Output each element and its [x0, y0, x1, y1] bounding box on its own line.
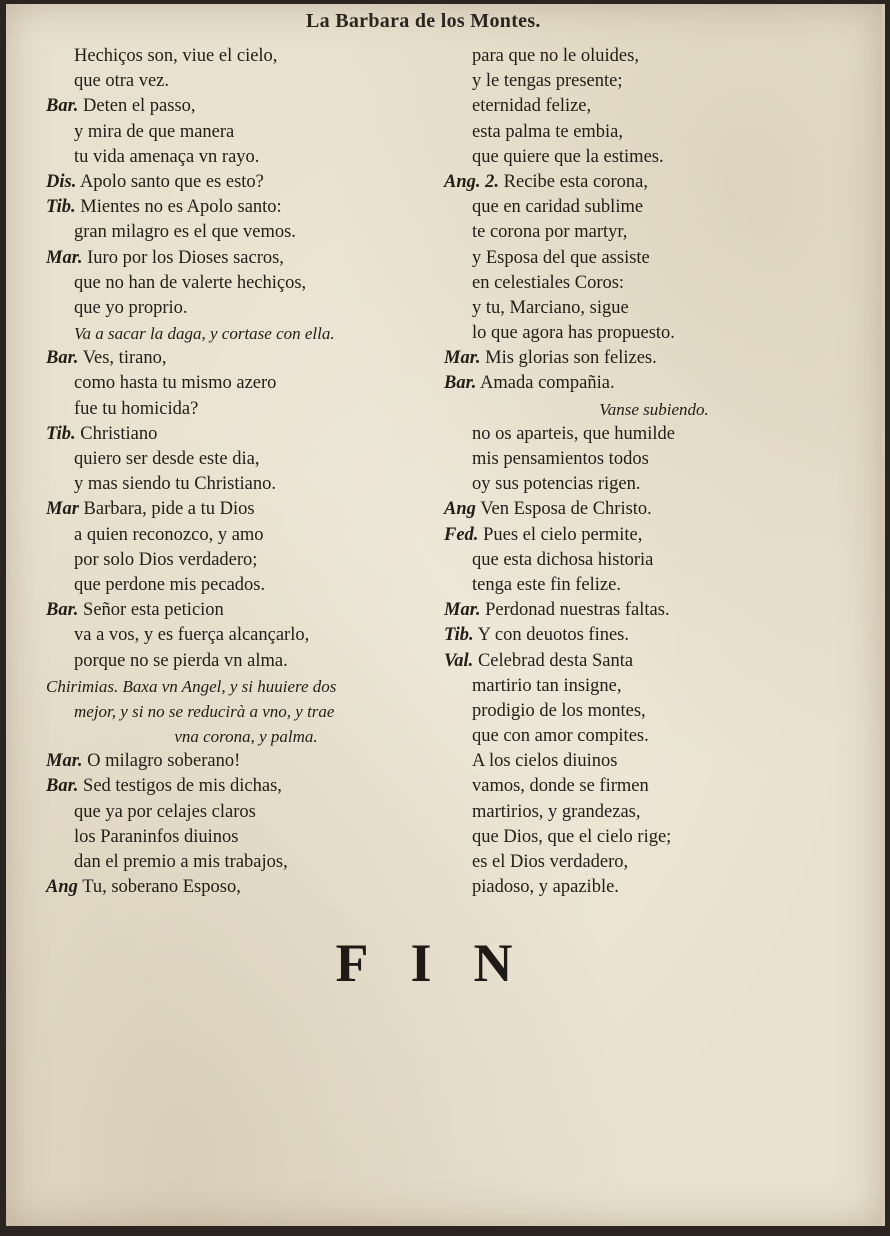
- verse-line: [444, 94, 864, 119]
- verse-text: martirios, y grandezas,: [472, 801, 641, 822]
- verse-text: los Paraninfos diuinos: [74, 826, 239, 847]
- stage-direction: vna corona, y palma.: [174, 727, 318, 747]
- verse-line: [444, 447, 864, 472]
- verse-line: [444, 800, 864, 825]
- verse-text: esta palma te embia,: [472, 121, 624, 142]
- speaker-abbrev: Fed.: [444, 524, 479, 545]
- speaker-abbrev: Mar.: [46, 751, 83, 772]
- verse-text: eternidad felize,: [472, 96, 592, 117]
- verse-line: [444, 371, 864, 396]
- verse-line: [46, 120, 446, 145]
- verse-line: [46, 548, 446, 573]
- verse-line: [46, 94, 446, 119]
- stage-direction: Chirimias. Baxa vn Angel, y si huuiere dos: [46, 676, 337, 696]
- verse-line: [444, 472, 864, 497]
- speaker-abbrev: Tib.: [46, 423, 76, 444]
- verse-line: [444, 271, 864, 296]
- verse-text: mis pensamientos todos: [472, 449, 649, 469]
- verse-text: Y con deuotos fines.: [477, 625, 629, 646]
- verse-line: [444, 523, 864, 548]
- left-column: [46, 44, 446, 900]
- speaker-abbrev: Mar.: [46, 247, 83, 268]
- verse-text: oy sus potencias rigen.: [472, 474, 641, 495]
- verse-text: Sed testigos de mis dichas,: [83, 776, 282, 797]
- stage-direction: Va a sacar la daga, y cortase con ella.: [74, 324, 335, 344]
- verse-line: [444, 649, 864, 674]
- verse-text: dan el premio a mis trabajos,: [74, 852, 288, 872]
- speaker-abbrev: Mar.: [444, 348, 481, 369]
- verse-line: [444, 548, 864, 573]
- verse-text: que no han de valerte hechiços,: [74, 272, 307, 293]
- verse-text: O milagro soberano!: [87, 751, 241, 772]
- verse-text: Iuro por los Dioses sacros,: [87, 247, 284, 268]
- verse-line: [46, 800, 446, 825]
- verse-line: [46, 875, 446, 900]
- stage-direction: mejor, y si no se reducirà a vno, y trae: [74, 701, 335, 721]
- verse-line: [46, 699, 446, 724]
- verse-line: [444, 875, 864, 900]
- speaker-abbrev: Tib.: [444, 625, 474, 646]
- verse-text: piadoso, y apazible.: [472, 877, 619, 898]
- verse-line: [444, 397, 864, 422]
- verse-line: [46, 749, 446, 774]
- verse-text: Barbara, pide a tu Dios: [83, 499, 255, 520]
- verse-text: Pues el cielo permite,: [483, 524, 643, 545]
- speaker-abbrev: Ang. 2.: [444, 171, 500, 192]
- verse-line: [46, 850, 446, 875]
- verse-text: tu vida amenaça vn rayo.: [74, 146, 260, 167]
- verse-line: [444, 422, 864, 447]
- verse-line: [46, 145, 446, 170]
- verse-line: [46, 271, 446, 296]
- verse-text: Deten el passo,: [83, 96, 196, 117]
- verse-line: [444, 825, 864, 850]
- verse-text: Hechiços son, viue el cielo,: [74, 46, 278, 66]
- verse-line: [444, 850, 864, 875]
- verse-line: [444, 623, 864, 648]
- verse-line: [444, 497, 864, 522]
- running-title: La Barbara de los Montes.: [306, 10, 541, 32]
- right-column: [444, 44, 864, 900]
- verse-text: en celestiales Coros:: [472, 272, 625, 293]
- stage-direction: Vanse subiendo.: [599, 399, 709, 419]
- verse-line: [444, 195, 864, 220]
- verse-text: que otra vez.: [74, 71, 170, 92]
- verse-text: para que no le oluides,: [472, 46, 639, 66]
- verse-line: [46, 523, 446, 548]
- verse-text: lo que agora has propuesto.: [472, 323, 675, 344]
- verse-line: [444, 346, 864, 371]
- speaker-abbrev: Dis.: [46, 171, 77, 192]
- verse-text: Amada compañia.: [480, 373, 615, 394]
- verse-text: tenga este fin felize.: [472, 574, 621, 595]
- verse-text: y mira de que manera: [74, 121, 235, 142]
- speaker-abbrev: Tib.: [46, 197, 76, 218]
- verse-text: Perdonad nuestras faltas.: [485, 600, 670, 621]
- verse-text: Christiano: [80, 423, 158, 444]
- verse-line: [444, 170, 864, 195]
- verse-line: [444, 296, 864, 321]
- verse-line: [46, 573, 446, 598]
- verse-text: no os aparteis, que humilde: [472, 423, 675, 444]
- verse-line: [46, 220, 446, 245]
- verse-text: Mientes no es Apolo santo:: [80, 197, 282, 218]
- verse-text: que perdone mis pecados.: [74, 574, 266, 595]
- verse-text: y le tengas presente;: [472, 71, 623, 92]
- verse-text: y mas siendo tu Christiano.: [74, 474, 276, 495]
- verse-text: prodigio de los montes,: [472, 700, 646, 721]
- verse-text: a quien reconozco, y amo: [74, 524, 264, 545]
- verse-line: [444, 69, 864, 94]
- verse-line: [46, 447, 446, 472]
- verse-text: porque no se pierda vn alma.: [74, 650, 288, 671]
- speaker-abbrev: Bar.: [46, 348, 79, 369]
- speaker-abbrev: Bar.: [46, 600, 79, 621]
- verse-text: que Dios, que el cielo rige;: [472, 826, 672, 847]
- verse-text: por solo Dios verdadero;: [74, 549, 258, 570]
- verse-line: [46, 195, 446, 220]
- verse-text: quiero ser desde este dia,: [74, 449, 260, 469]
- speaker-abbrev: Bar.: [444, 373, 477, 394]
- verse-line: [444, 724, 864, 749]
- verse-text: gran milagro es el que vemos.: [74, 222, 296, 243]
- verse-line: [46, 422, 446, 447]
- verse-text: que ya por celajes claros: [74, 801, 256, 822]
- verse-line: [46, 296, 446, 321]
- verse-text: fue tu homicida?: [74, 398, 199, 419]
- verse-line: [46, 321, 446, 346]
- speaker-abbrev: Bar.: [46, 96, 79, 117]
- verse-text: y Esposa del que assiste: [472, 247, 650, 268]
- verse-line: [46, 472, 446, 497]
- verse-line: [444, 674, 864, 699]
- verse-line: [46, 674, 446, 699]
- verse-line: [46, 825, 446, 850]
- verse-line: [46, 69, 446, 94]
- verse-text: Recibe esta corona,: [503, 171, 648, 192]
- verse-text: como hasta tu mismo azero: [74, 373, 277, 394]
- verse-text: que yo proprio.: [74, 297, 188, 318]
- verse-text: Mis glorias son felizes.: [485, 348, 657, 369]
- speaker-abbrev: Val.: [444, 650, 474, 671]
- verse-line: [46, 623, 446, 648]
- verse-text: va a vos, y es fuerça alcançarlo,: [74, 625, 310, 646]
- verse-line: [444, 246, 864, 271]
- verse-line: [46, 346, 446, 371]
- verse-line: [444, 321, 864, 346]
- verse-text: Celebrad desta Santa: [477, 650, 634, 671]
- verse-line: [46, 649, 446, 674]
- verse-line: [444, 145, 864, 170]
- verse-text: es el Dios verdadero,: [472, 852, 629, 872]
- verse-line: [46, 246, 446, 271]
- verse-line: [46, 397, 446, 422]
- verse-text: Apolo santo que es esto?: [79, 171, 264, 192]
- verse-line: [444, 220, 864, 245]
- verse-line: [444, 774, 864, 799]
- verse-text: Ves, tirano,: [82, 348, 167, 369]
- verse-line: [444, 573, 864, 598]
- speaker-abbrev: Bar.: [46, 776, 79, 797]
- speaker-abbrev: Mar: [46, 499, 79, 520]
- page: [6, 4, 885, 1226]
- verse-text: que esta dichosa historia: [472, 549, 654, 570]
- verse-text: que con amor compites.: [472, 726, 649, 747]
- verse-line: [444, 120, 864, 145]
- verse-text: Ven Esposa de Christo.: [480, 499, 652, 520]
- verse-line: [46, 598, 446, 623]
- verse-line: [444, 699, 864, 724]
- verse-text: vamos, donde se firmen: [472, 776, 649, 797]
- verse-text: Señor esta peticion: [83, 600, 224, 621]
- verse-line: [46, 44, 446, 69]
- fin-text: FIN: [335, 933, 555, 993]
- speaker-abbrev: Ang: [444, 499, 476, 520]
- verse-text: martirio tan insigne,: [472, 675, 622, 696]
- verse-text: que en caridad sublime: [472, 197, 644, 218]
- verse-text: Tu, soberano Esposo,: [82, 877, 241, 898]
- verse-text: te corona por martyr,: [472, 222, 628, 243]
- speaker-abbrev: Ang: [46, 877, 78, 898]
- verse-line: [46, 724, 446, 749]
- verse-line: [46, 371, 446, 396]
- verse-text: que quiere que la estimes.: [472, 146, 664, 167]
- verse-line: [46, 170, 446, 195]
- verse-line: [46, 774, 446, 799]
- verse-text: y tu, Marciano, sigue: [472, 297, 629, 318]
- verse-text: A los cielos diuinos: [472, 751, 618, 772]
- verse-line: [444, 749, 864, 774]
- verse-line: [444, 598, 864, 623]
- verse-line: [444, 44, 864, 69]
- verse-line: [46, 497, 446, 522]
- speaker-abbrev: Mar.: [444, 600, 481, 621]
